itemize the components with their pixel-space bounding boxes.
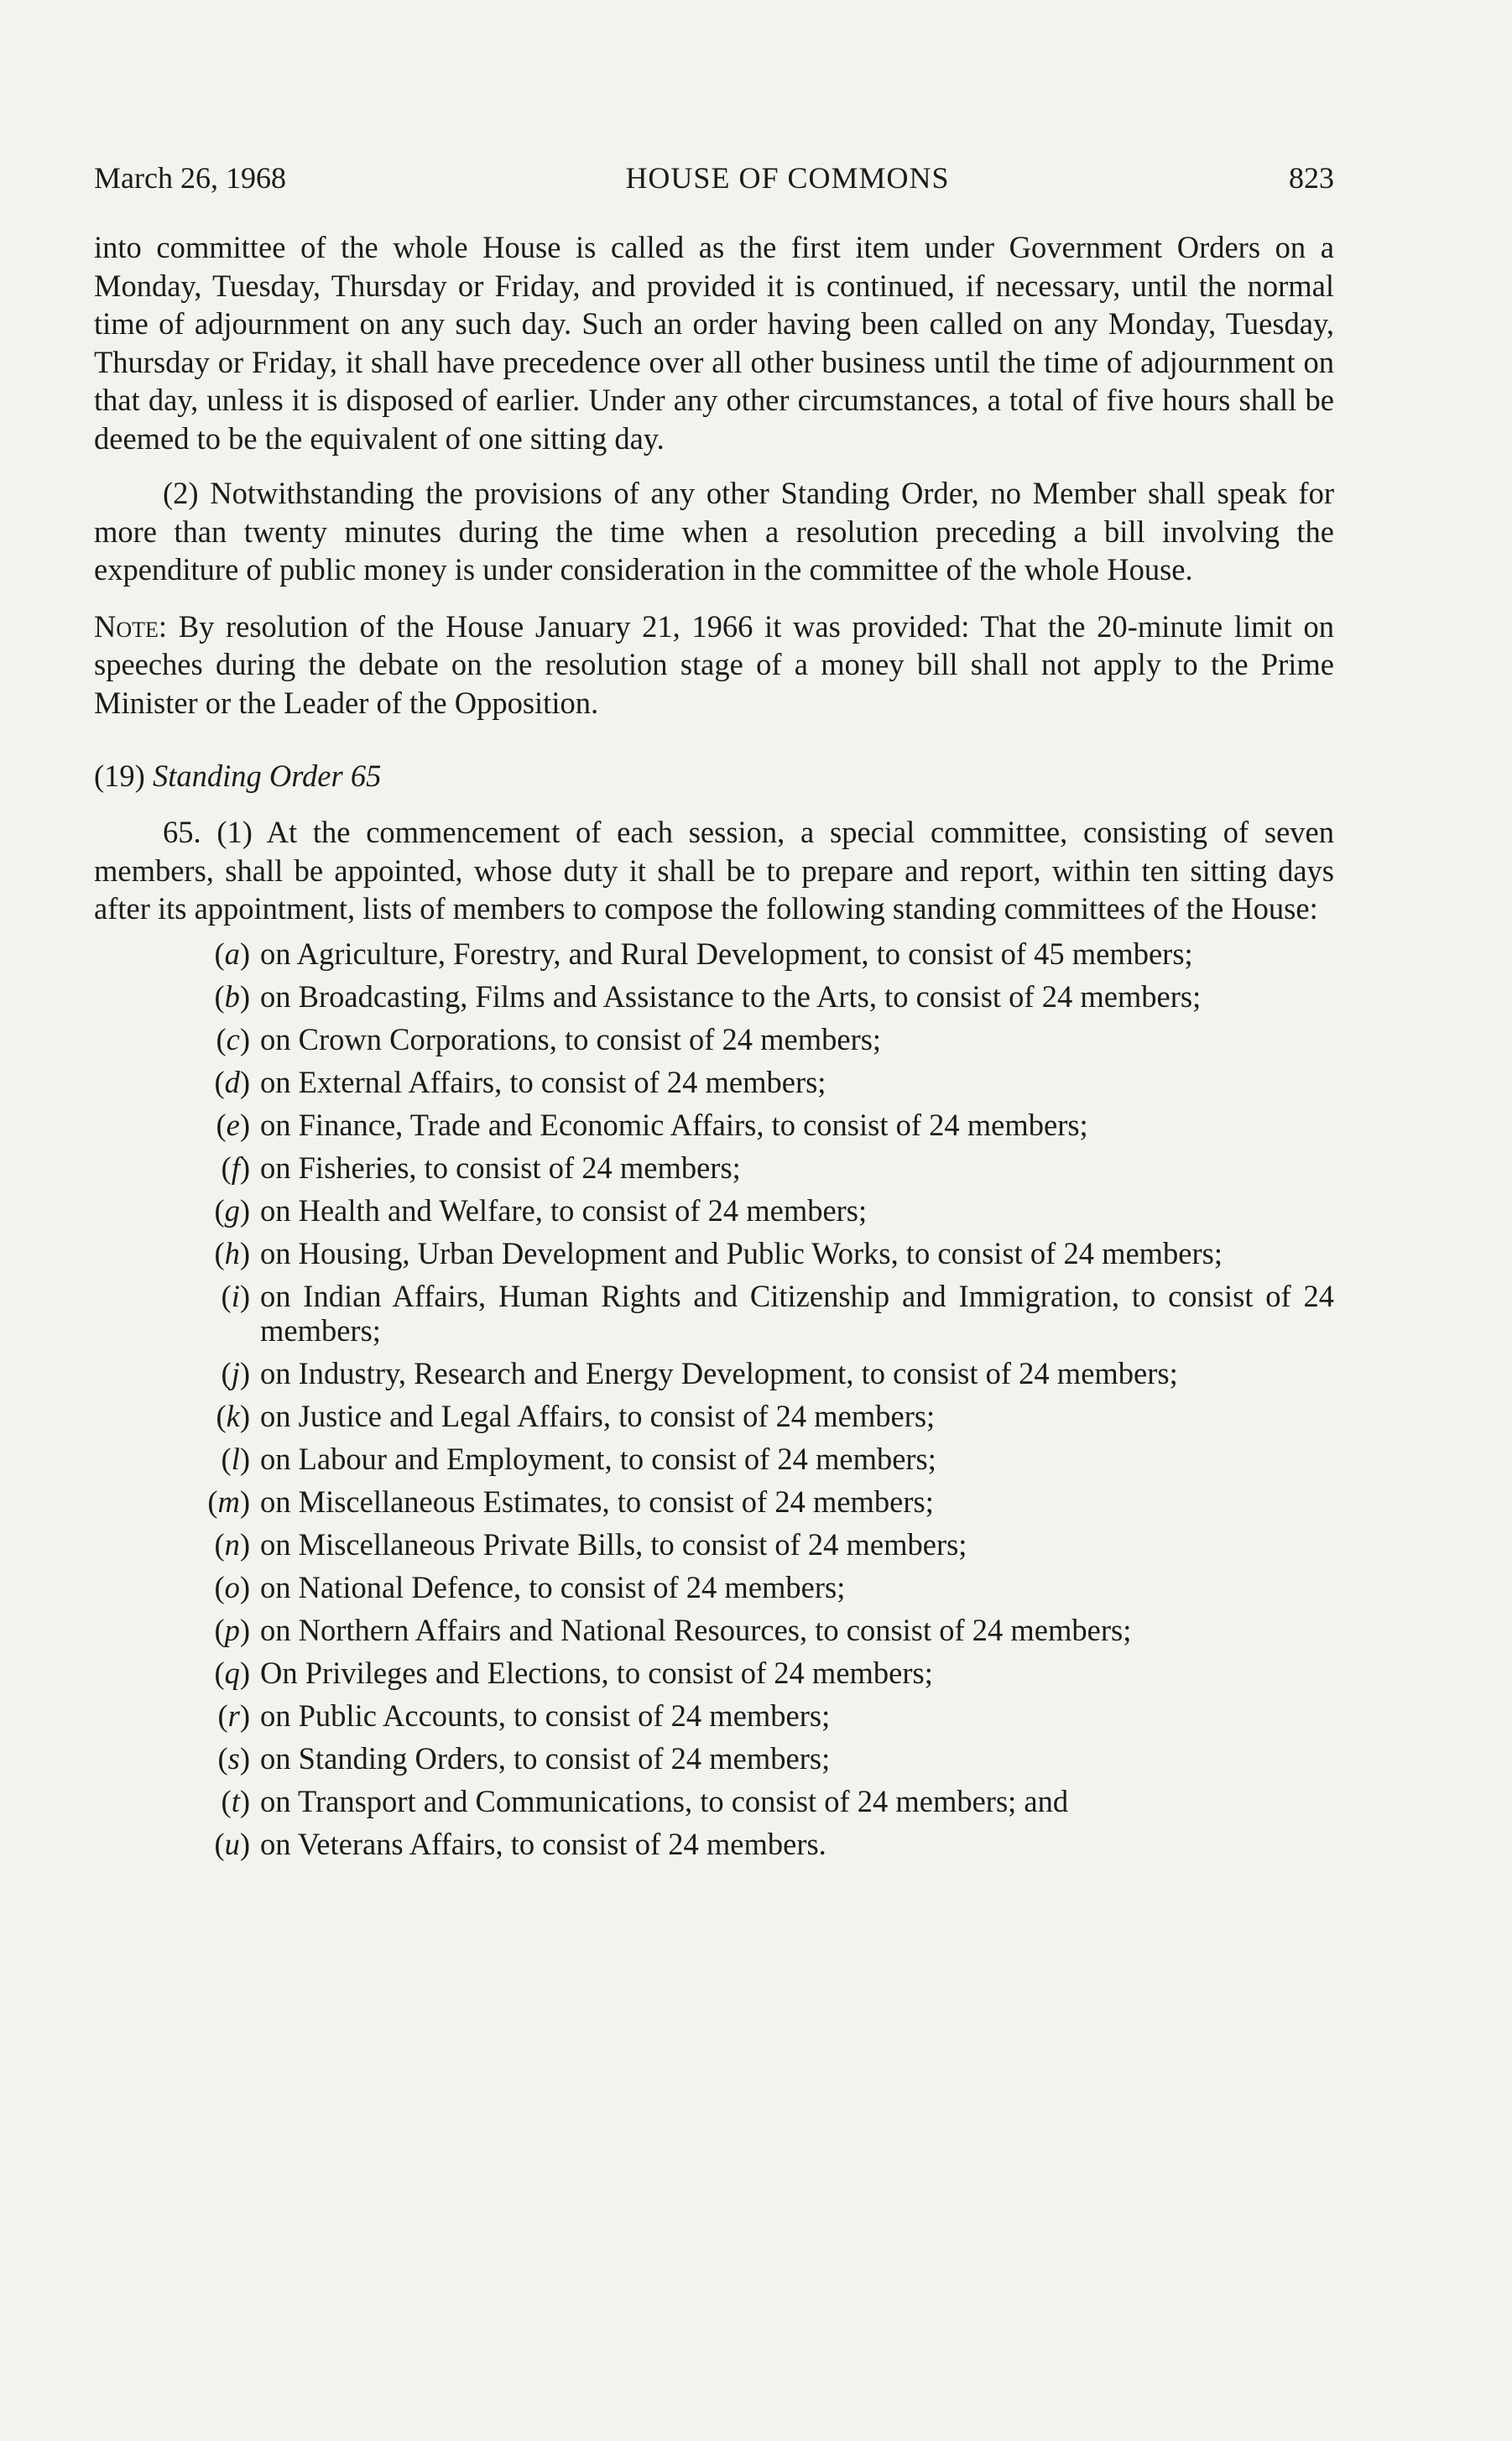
committee-letter-value: i xyxy=(231,1278,240,1313)
committee-item xyxy=(94,1150,1334,1185)
committee-item xyxy=(94,1784,1334,1818)
section-heading xyxy=(94,757,1334,795)
committee-item xyxy=(94,1442,1334,1476)
committee-letter-value: e xyxy=(226,1107,240,1142)
committee-text: on Public Accounts, to consist of 24 members; xyxy=(260,1698,831,1733)
committee-letter: (d) xyxy=(214,1064,250,1099)
committee-letter-value: s xyxy=(227,1740,240,1776)
committee-text: on Fisheries, to consist of 24 members; xyxy=(260,1150,741,1185)
committee-letter: (f) xyxy=(221,1150,250,1185)
committee-letter-value: o xyxy=(224,1569,240,1604)
committee-item xyxy=(94,1827,1334,1861)
note-text: By resolution of the House January 21, 1966 it was provided: That the 20-minute limit on speeches during the debate on the resolution stage of a money bill shall not apply to the Prime Minister or the Leader of the Opposition. xyxy=(94,608,1334,720)
committee-letter: (m) xyxy=(207,1484,250,1519)
committee-item xyxy=(94,1279,1334,1348)
committee-item xyxy=(94,1065,1334,1099)
committee-letter: (l) xyxy=(221,1441,250,1476)
committee-text: on Transport and Communications, to consist of 24 members; and xyxy=(260,1783,1069,1818)
committee-letter-value: a xyxy=(224,936,240,971)
committee-text: on Indian Affairs, Human Rights and Citizenship and Immigration, to consist of 24 members; xyxy=(260,1278,1334,1348)
committee-text: on Miscellaneous Estimates, to consist of 24 members; xyxy=(260,1484,934,1519)
committee-letter-value: n xyxy=(224,1526,240,1562)
note-paragraph xyxy=(94,608,1334,722)
committee-text: on Agriculture, Forestry, and Rural Development, to consist of 45 members; xyxy=(260,936,1193,971)
paragraph-subsection-2: (2) Notwithstanding the provisions of any other Standing Order, no Member shall speak for more than twenty minutes during the time when a resolution preceding a bill involving the expenditure of public money is under consideration in the committee of the whole House. xyxy=(94,476,1334,587)
committee-letter: (a) xyxy=(214,936,250,971)
committee-letter-value: b xyxy=(224,978,240,1014)
committee-item xyxy=(94,1698,1334,1733)
committee-item xyxy=(94,1193,1334,1228)
committee-letter-value: r xyxy=(227,1698,240,1733)
committee-letter-value: d xyxy=(224,1064,240,1099)
header-page-number: 823 xyxy=(1288,161,1334,195)
section-number: (19) xyxy=(94,759,145,793)
committee-letter-value: k xyxy=(226,1398,240,1433)
committee-letter: (c) xyxy=(216,1021,250,1056)
committee-item xyxy=(94,1570,1334,1604)
committee-letter-value: u xyxy=(224,1826,240,1861)
standing-order-65-intro: 65. (1) At the commencement of each session, a special committee, consisting of seven members, shall be appointed, whose duty it shall be to prepare and report, within ten sitting days after its appointment, lists of members to compose the following standing committees of the House: xyxy=(94,815,1334,926)
committee-text: On Privileges and Elections, to consist of 24 members; xyxy=(260,1655,933,1690)
committee-list xyxy=(94,936,1334,1861)
committee-text: on Labour and Employment, to consist of 24 members; xyxy=(260,1441,936,1476)
committee-letter-value: j xyxy=(231,1355,240,1390)
committee-letter-value: t xyxy=(231,1783,240,1818)
committee-letter: (h) xyxy=(214,1235,250,1270)
committee-letter-value: q xyxy=(224,1655,240,1690)
committee-text: on Health and Welfare, to consist of 24 members; xyxy=(260,1192,868,1228)
committee-item xyxy=(94,1022,1334,1056)
committee-letter: (u) xyxy=(214,1826,250,1861)
committee-item xyxy=(94,979,1334,1014)
committee-item xyxy=(94,1236,1334,1270)
committee-text: on National Defence, to consist of 24 members; xyxy=(260,1569,846,1604)
committee-letter-value: p xyxy=(224,1612,240,1647)
committee-item xyxy=(94,1613,1334,1647)
committee-text: on Veterans Affairs, to consist of 24 members. xyxy=(260,1826,826,1861)
committee-text: on Miscellaneous Private Bills, to consist of 24 members; xyxy=(260,1526,967,1562)
committee-letter: (j) xyxy=(221,1355,250,1390)
committee-text: on Broadcasting, Films and Assistance to the Arts, to consist of 24 members; xyxy=(260,978,1202,1014)
committee-letter: (b) xyxy=(214,978,250,1014)
committee-letter: (q) xyxy=(214,1655,250,1690)
header-title: HOUSE OF COMMONS xyxy=(625,161,950,195)
committee-item xyxy=(94,1356,1334,1390)
committee-letter: (e) xyxy=(216,1107,250,1142)
committee-letter-value: h xyxy=(224,1235,240,1270)
committee-letter: (n) xyxy=(214,1526,250,1562)
committee-letter-value: g xyxy=(224,1192,240,1228)
committee-text: on Crown Corporations, to consist of 24 members; xyxy=(260,1021,882,1056)
committee-letter-value: m xyxy=(217,1484,240,1519)
committee-letter: (i) xyxy=(221,1278,250,1313)
committee-text: on Industry, Research and Energy Development, to consist of 24 members; xyxy=(260,1355,1178,1390)
committee-letter-value: l xyxy=(231,1441,240,1476)
committee-letter: (r) xyxy=(217,1698,250,1733)
committee-text: on Standing Orders, to consist of 24 members; xyxy=(260,1740,831,1776)
committee-item xyxy=(94,1108,1334,1142)
continued-paragraph: into committee of the whole House is called as the first item under Government Orders on a Monday, Tuesday, Thursday or Friday, and provided it is continued, if necessary, until the normal time of adjournment on any such day. Such an order having been called on any Monday, Tuesday, Thursday or Friday, it shall have precedence over all other business until the time of adjournment on that day, unless it is disposed of earlier. Under any other circumstances, a total of five hours shall be deemed to be the equivalent of one sitting day. xyxy=(94,230,1334,456)
committee-letter: (g) xyxy=(214,1192,250,1228)
committee-item xyxy=(94,936,1334,971)
committee-letter-value: f xyxy=(231,1150,240,1185)
committee-letter: (s) xyxy=(217,1740,250,1776)
committee-letter: (o) xyxy=(214,1569,250,1604)
note-label: Note: xyxy=(94,608,168,644)
committee-letter: (t) xyxy=(221,1783,250,1818)
committee-item xyxy=(94,1741,1334,1776)
committee-letter: (k) xyxy=(216,1398,250,1433)
committee-text: on Finance, Trade and Economic Affairs, to consist of 24 members; xyxy=(260,1107,1088,1142)
document-page xyxy=(94,159,1334,1870)
running-header xyxy=(94,159,1334,196)
committee-item xyxy=(94,1399,1334,1433)
committee-item xyxy=(94,1484,1334,1519)
committee-item xyxy=(94,1527,1334,1562)
committee-letter: (p) xyxy=(214,1612,250,1647)
committee-item xyxy=(94,1656,1334,1690)
committee-letter-value: c xyxy=(226,1021,240,1056)
committee-text: on Northern Affairs and National Resources, to consist of 24 members; xyxy=(260,1612,1132,1647)
header-date: March 26, 1968 xyxy=(94,161,286,195)
committee-text: on External Affairs, to consist of 24 members; xyxy=(260,1064,826,1099)
section-title: Standing Order 65 xyxy=(152,759,382,793)
committee-text: on Justice and Legal Affairs, to consist of 24 members; xyxy=(260,1398,936,1433)
committee-text: on Housing, Urban Development and Public Works, to consist of 24 members; xyxy=(260,1235,1223,1270)
